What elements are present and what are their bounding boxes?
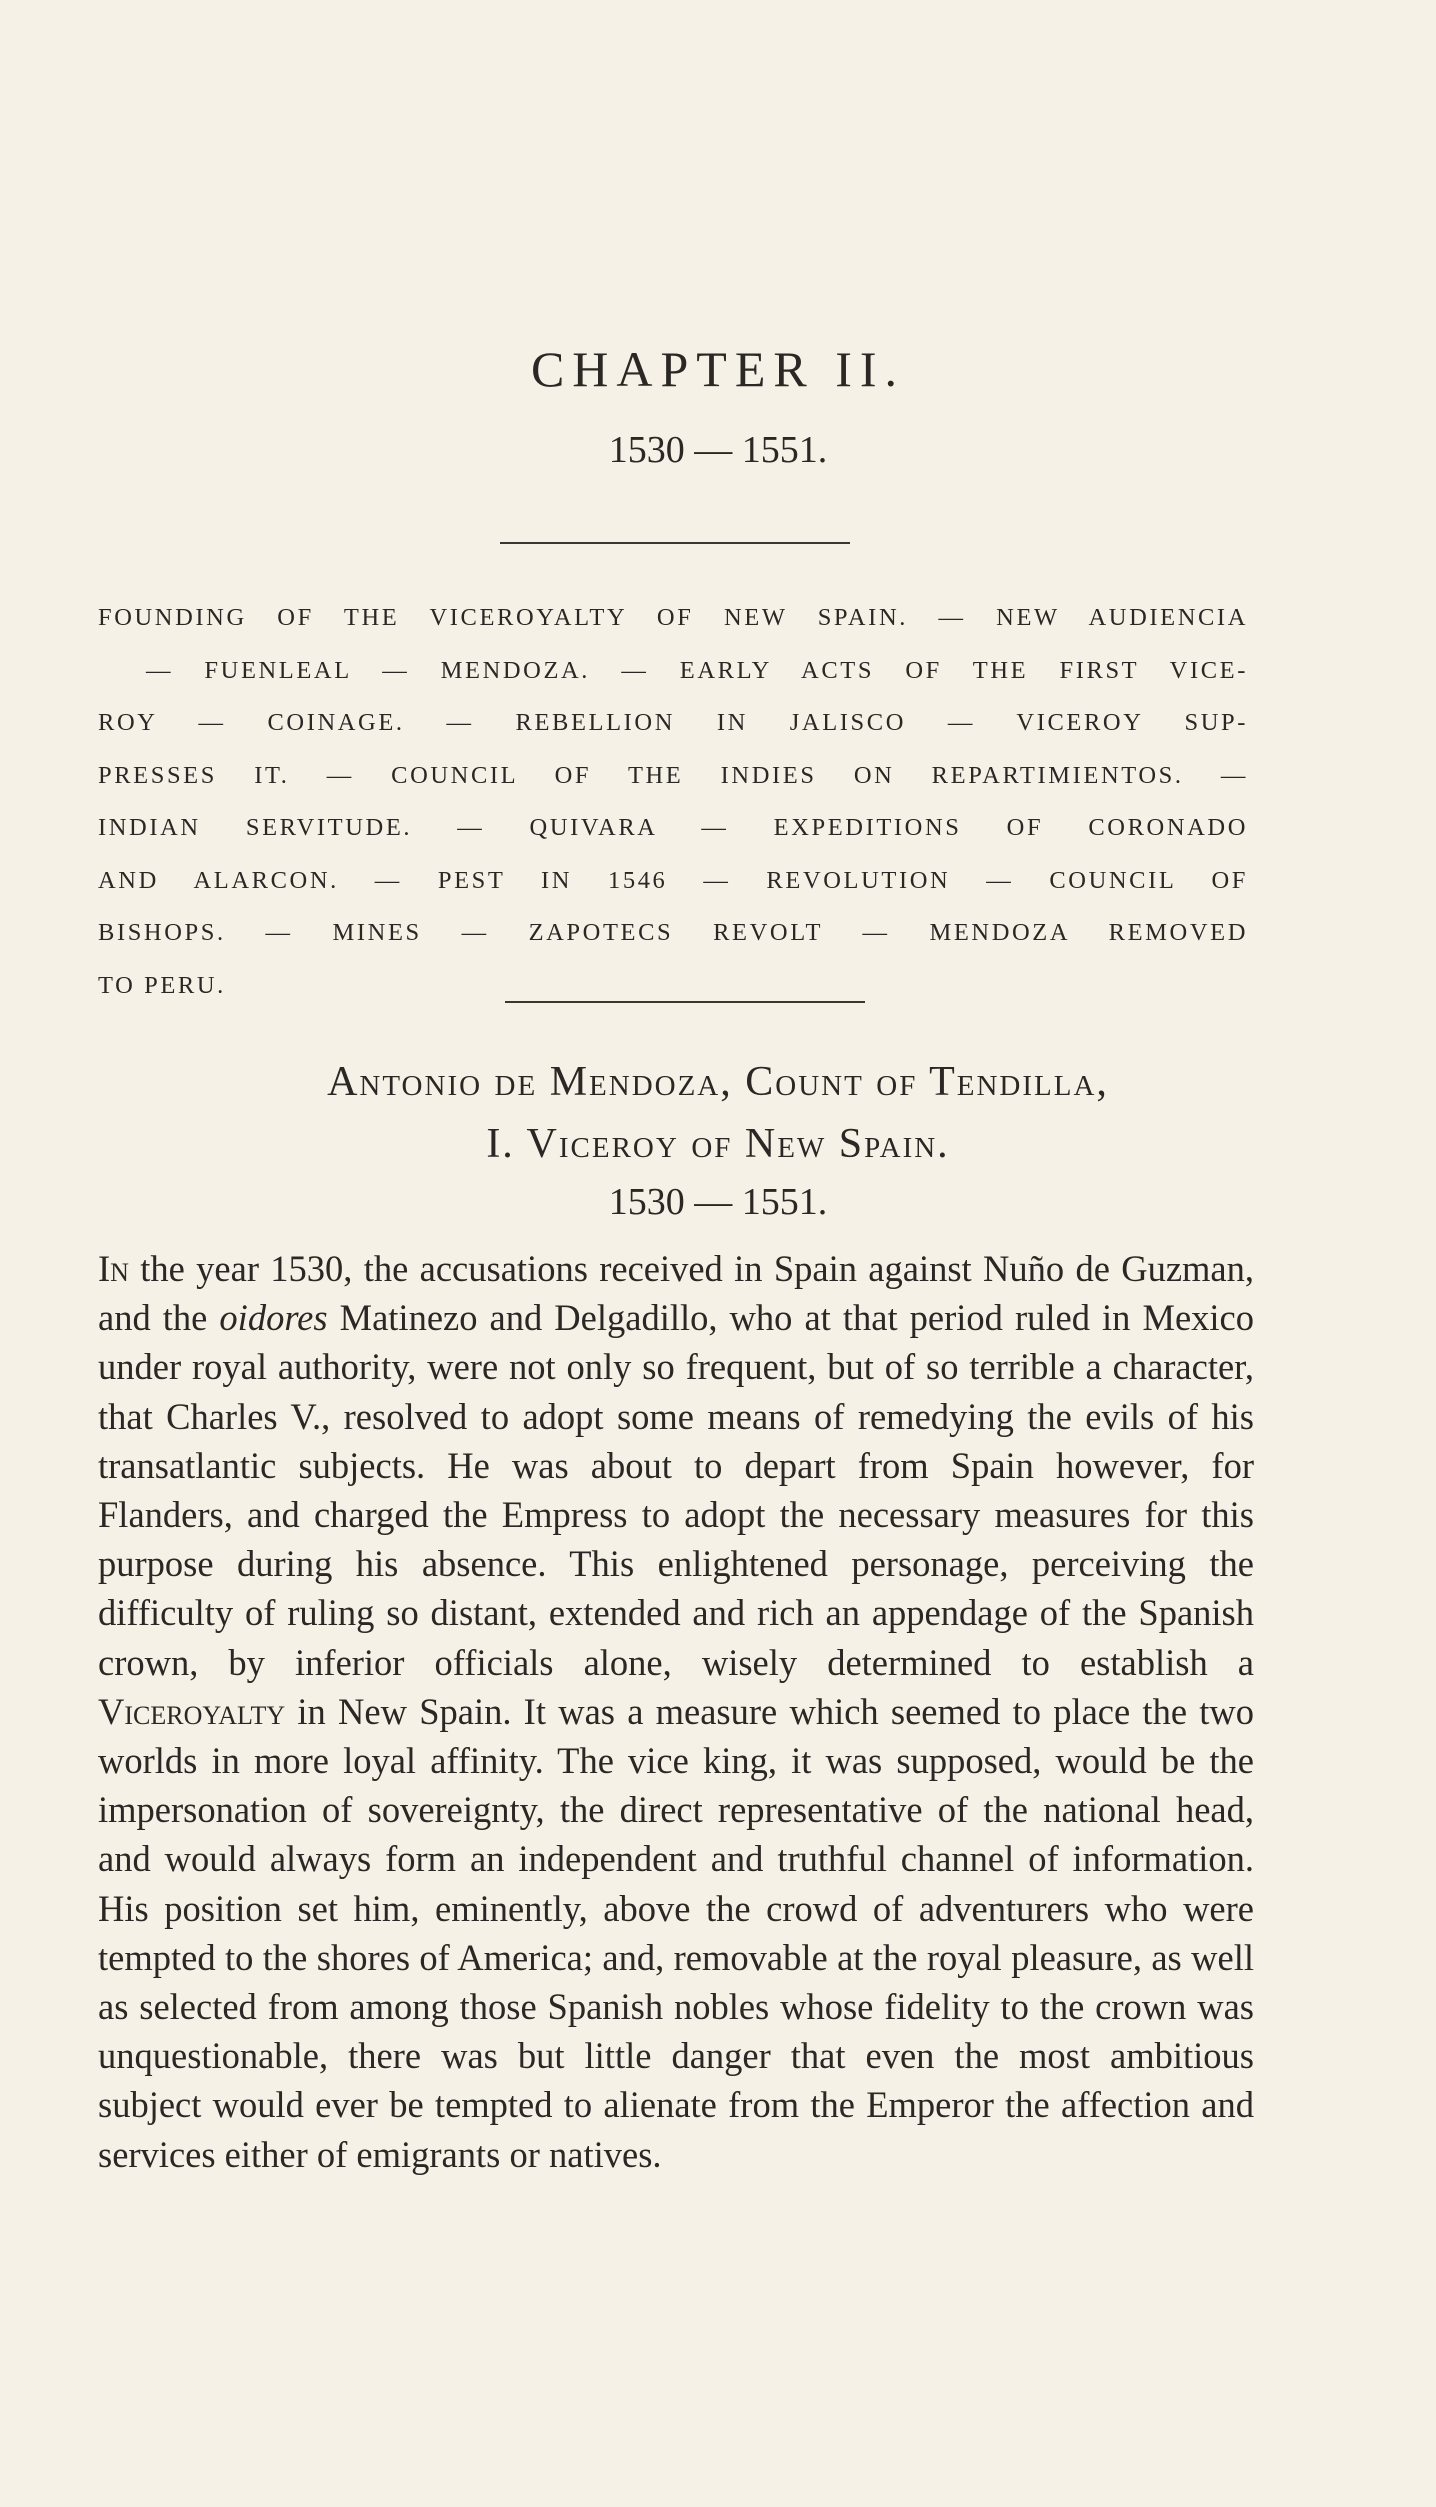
summary-line: PRESSES IT. — COUNCIL OF THE INDIES ON REPARTIMIENTOS. — [98, 761, 1248, 789]
summary-line: FOUNDING OF THE VICEROYALTY OF NEW SPAIN. — NEW AUDIENCIA [98, 604, 1248, 631]
summary-line: TO PERU. [98, 971, 226, 999]
body-paragraph [98, 1244, 1254, 2179]
small-caps-term: Viceroyalty [98, 1690, 286, 1732]
paragraph-text: Matinezo and Delgadillo, who at that period ruled in Mexico under royal authority, were not only so frequent, but of so terrible a character, that Charles V., resolved to adopt some means of remedying the evils of his transatlantic subjects. He was about to depart from Spain however, for Flanders, and charged the Empress to adopt the necessary measures for this purpose during his absence. This enlightened personage, perceiving the difficulty of ruling so distant, extended and rich an appendage of the Spanish crown, by inferior officials alone, wisely determined to establish a [98, 1297, 1254, 1683]
drop-cap-word: In [98, 1248, 129, 1289]
divider-rule [500, 542, 850, 544]
chapter-title: CHAPTER II. [530, 341, 906, 397]
chapter-summary [98, 592, 1248, 1012]
italic-term: oidores [219, 1297, 328, 1339]
paragraph-text: the year 1530, the accusations received in Spain against Nuño de Guzman, and the [98, 1248, 1254, 1339]
section-heading-dates: 1530 — 1551. [608, 1181, 828, 1223]
section-heading-title: I. Viceroy of New Spain. [486, 1121, 950, 1167]
chapter-dates: 1530 — 1551. [608, 429, 828, 471]
paragraph-text: in New Spain. It was a measure which seemed to place the two worlds in more loyal affinity. The vice king, it was supposed, would be the impersonation of sovereignty, the direct representative of the national head, and would always form an independent and truthful channel of information. His position set him, eminently, above the crowd of adventurers who were tempted to the shores of America; and, removable at the royal pleasure, as well as selected from among those Spanish nobles whose fidelity to the crown was unquestionable, there was but little danger that even the most ambitious subject would ever be tempted to alienate from the Emperor the affection and services either of emigrants or natives. [98, 1690, 1254, 2175]
summary-line: — FUENLEAL — MENDOZA. — EARLY ACTS OF THE FIRST VICE- [146, 656, 1248, 684]
summary-line: INDIAN SERVITUDE. — QUIVARA — EXPEDITIONS OF CORONADO [98, 814, 1248, 841]
divider-rule [505, 1001, 865, 1003]
summary-line: BISHOPS. — MINES — ZAPOTECS REVOLT — MENDOZA REMOVED [98, 919, 1248, 946]
summary-line: AND ALARCON. — PEST IN 1546 — REVOLUTION — COUNCIL OF [98, 866, 1248, 894]
summary-line: ROY — COINAGE. — REBELLION IN JALISCO — VICEROY SUP- [98, 709, 1248, 736]
section-heading-name: Antonio de Mendoza, Count of Tendilla, [327, 1059, 1109, 1105]
